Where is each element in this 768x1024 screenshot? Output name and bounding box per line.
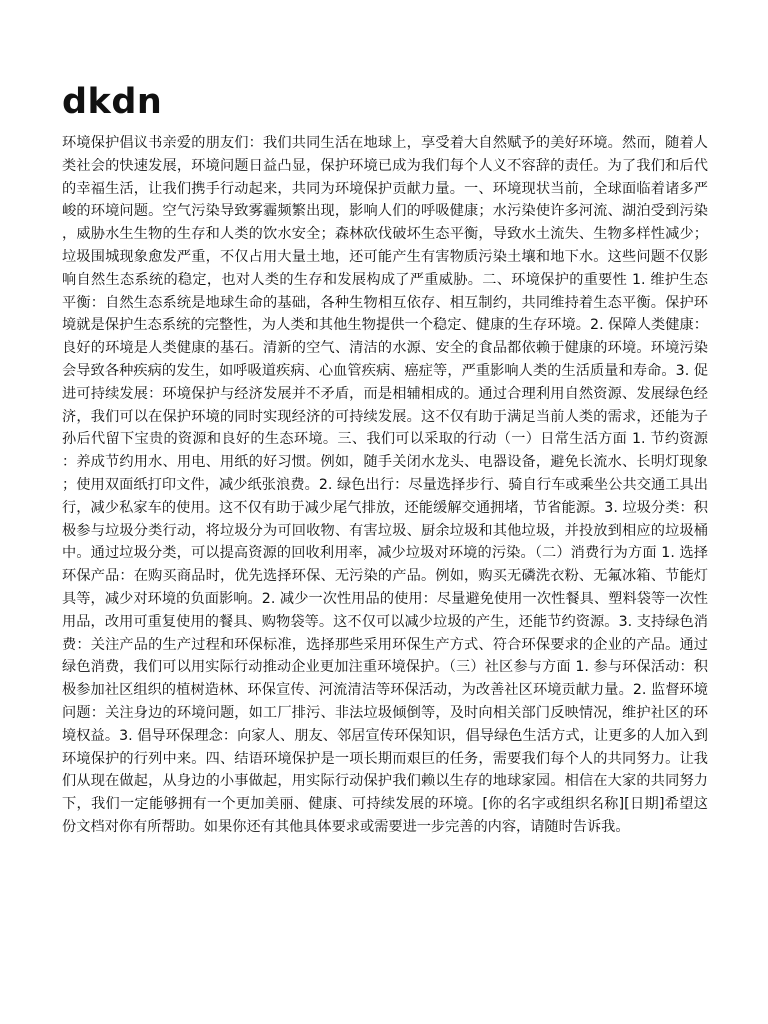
document-page: [62, 80, 708, 839]
document-body-paragraph: 环境保护倡议书亲爱的朋友们：我们共同生活在地球上，享受着大自然赋予的美好环境。然而，随着人类社会的快速发展，环境问题日益凸显，保护环境已成为我们每个人义不容辞的责任。为了我们和后代的幸福生活，让我们携手行动起来，共同为环境保护贡献力量。一、环境现状当前，全球面临着诸多严峻的环境问题。空气污染导致雾霾频繁出现，影响人们的呼吸健康；水污染使许多河流、湖泊受到污染，威胁水生生物的生存和人类的饮水安全；森林砍伐破坏生态平衡，导致水土流失、生物多样性减少；垃圾围城现象愈发严重，不仅占用大量土地，还可能产生有害物质污染土壤和地下水。这些问题不仅影响自然生态系统的稳定，也对人类的生存和发展构成了严重威胁。二、环境保护的重要性 1. 维护生态平衡：自然生态系统是地球生命的基础，各种生物相互依存、相互制约，共同维持着生态平衡。保护环境就是保护生态系统的完整性，为人类和其他生物提供一个稳定、健康的生存环境。2. 保障人类健康：良好的环境是人类健康的基石。清新的空气、清洁的水源、安全的食品都依赖于健康的环境。环境污染会导致各种疾病的发生，如呼吸道疾病、心血管疾病、癌症等，严重影响人类的生活质量和寿命。3. 促进可持续发展：环境保护与经济发展并不矛盾，而是相辅相成的。通过合理利用自然资源、发展绿色经济，我们可以在保护环境的同时实现经济的可持续发展。这不仅有助于满足当前人类的需求，还能为子孙后代留下宝贵的资源和良好的生态环境。三、我们可以采取的行动（一）日常生活方面 1. 节约资源：养成节约用水、用电、用纸的好习惯。例如，随手关闭水龙头、电器设备，避免长流水、长明灯现象；使用双面纸打印文件，减少纸张浪费。2. 绿色出行：尽量选择步行、骑自行车或乘坐公共交通工具出行，减少私家车的使用。这不仅有助于减少尾气排放，还能缓解交通拥堵，节省能源。3. 垃圾分类：积极参与垃圾分类行动，将垃圾分为可回收物、有害垃圾、厨余垃圾和其他垃圾，并投放到相应的垃圾桶中。通过垃圾分类，可以提高资源的回收利用率，减少垃圾对环境的污染。（二）消费行为方面 1. 选择环保产品：在购买商品时，优先选择环保、无污染的产品。例如，购买无磷洗衣粉、无氟冰箱、节能灯具等，减少对环境的负面影响。2. 减少一次性用品的使用：尽量避免使用一次性餐具、塑料袋等一次性用品，改用可重复使用的餐具、购物袋等。这不仅可以减少垃圾的产生，还能节约资源。3. 支持绿色消费：关注产品的生产过程和环保标准，选择那些采用环保生产方式、符合环保要求的企业的产品。通过绿色消费，我们可以用实际行动推动企业更加注重环境保护。（三）社区参与方面 1. 参与环保活动：积极参加社区组织的植树造林、环保宣传、河流清洁等环保活动，为改善社区环境贡献力量。2. 监督环境问题：关注身边的环境问题，如工厂排污、非法垃圾倾倒等，及时向相关部门反映情况，维护社区的环境权益。3. 倡导环保理念：向家人、朋友、邻居宣传环保知识，倡导绿色生活方式，让更多的人加入到环境保护的行列中来。四、结语环境保护是一项长期而艰巨的任务，需要我们每个人的共同努力。让我们从现在做起，从身边的小事做起，用实际行动保护我们赖以生存的地球家园。相信在大家的共同努力下，我们一定能够拥有一个更加美丽、健康、可持续发展的环境。[你的名字或组织名称][日期]希望这份文档对你有所帮助。如果你还有其他具体要求或需要进一步完善的内容，请随时告诉我。: [62, 135, 708, 835]
document-title: dkdn: [62, 82, 163, 122]
